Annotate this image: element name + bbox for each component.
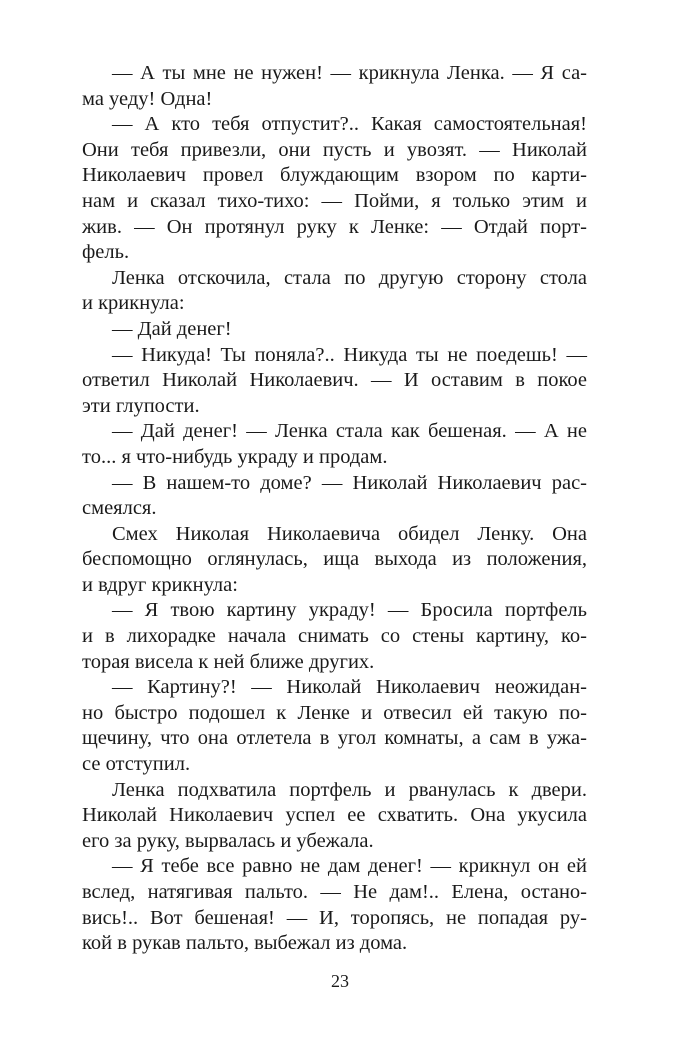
text-line: се отступил. (82, 753, 191, 776)
text-line: Они тебя привезли, они пусть и увозят. — Николай (82, 138, 587, 161)
text-line: — Картину?! — Николай Николаевич неожидан- (112, 676, 587, 699)
text-line: ма уеду! Одна! (82, 87, 213, 110)
page-number: 23 (331, 971, 349, 991)
text-line: щечину, что она отлетела в угол комнаты, а сам в ужа- (82, 727, 587, 750)
text-line: вись!.. Вот бешеная! — И, торопясь, не попадая ру- (82, 906, 587, 929)
text-line: Смех Николая Николаевича обидел Ленку. Она (112, 522, 587, 545)
text-line: — А кто тебя отпустит?.. Какая самостоятельная! (112, 113, 587, 136)
text-line: то... я что-нибудь украду и продам. (82, 445, 388, 468)
text-line: — В нашем-то доме? — Николай Николаевич рас- (112, 471, 587, 494)
text-line: и вдруг крикнула: (82, 573, 238, 596)
text-line: эти глупости. (82, 394, 200, 417)
text-line: но быстро подошел к Ленке и отвесил ей такую по- (82, 701, 587, 724)
text-line: — Я тебе все равно не дам денег! — крикнул он ей (112, 855, 587, 878)
text-line: кой в рукав пальто, выбежал из дома. (82, 932, 408, 955)
body-text (82, 61, 587, 957)
text-line: — Дай денег! (112, 317, 232, 340)
text-line: — Дай денег! — Ленка стала как бешеная. — А не (112, 420, 587, 443)
text-line: и крикнула: (82, 292, 185, 315)
text-line: торая висела к ней ближе других. (82, 650, 375, 673)
text-line: — Никуда! Ты поняла?.. Никуда ты не поедешь! — (112, 343, 587, 366)
text-line: Ленка отскочила, стала по другую сторону стола (112, 266, 587, 289)
text-line: нам и сказал тихо-тихо: — Пойми, я только этим и (82, 189, 587, 212)
text-line: смеялся. (82, 497, 157, 520)
text-line: беспомощно оглянулась, ища выхода из положения, (82, 548, 587, 571)
text-line: Николай Николаевич успел ее схватить. Она укусила (82, 804, 587, 827)
text-line: — А ты мне не нужен! — крикнула Ленка. — Я са- (112, 62, 587, 84)
text-line: Николаевич провел блуждающим взором по карти- (82, 164, 587, 187)
text-line: фель. (82, 241, 130, 264)
text-line: его за руку, вырвалась и убежала. (82, 829, 374, 852)
text-line: жив. — Он протянул руку к Ленке: — Отдай порт- (82, 215, 587, 238)
text-line: Ленка подхватила портфель и рванулась к двери. (112, 778, 587, 801)
text-line: — Я твою картину украду! — Бросила портфель (112, 599, 587, 622)
text-line: вслед, натягивая пальто. — Не дам!.. Елена, остано- (82, 881, 587, 903)
text-line: и в лихорадке начала снимать со стены картину, ко- (82, 625, 587, 648)
text-line: ответил Николай Николаевич. — И оставим в покое (82, 369, 587, 392)
